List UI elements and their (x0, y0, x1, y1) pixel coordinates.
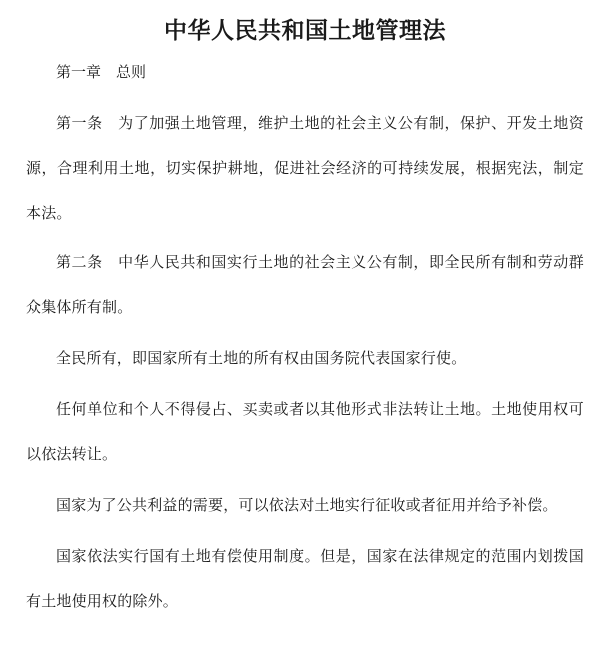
article-2-paragraph: 第二条 中华人民共和国实行土地的社会主义公有制，即全民所有制和劳动群众集体所有制。 (26, 253, 584, 316)
chapter-heading: 第一章 总则 (56, 63, 147, 81)
article-1-paragraph: 第一条 为了加强土地管理，维护土地的社会主义公有制，保护、开发土地资源，合理利用土地，切实保护耕地，促进社会经济的可持续发展，根据宪法，制定本法。 (26, 114, 584, 222)
document-title: 中华人民共和国土地管理法 (164, 18, 446, 44)
land-transfer-paragraph: 任何单位和个人不得侵占、买卖或者以其他形式非法转让土地。土地使用权可以依法转让。 (26, 400, 584, 463)
state-ownership-paragraph: 全民所有，即国家所有土地的所有权由国务院代表国家行使。 (56, 349, 467, 367)
paid-use-paragraph: 国家依法实行国有土地有偿使用制度。但是，国家在法律规定的范围内划拨国有土地使用权的除外。 (26, 547, 584, 610)
expropriation-paragraph: 国家为了公共利益的需要，可以依法对土地实行征收或者征用并给予补偿。 (56, 496, 558, 514)
